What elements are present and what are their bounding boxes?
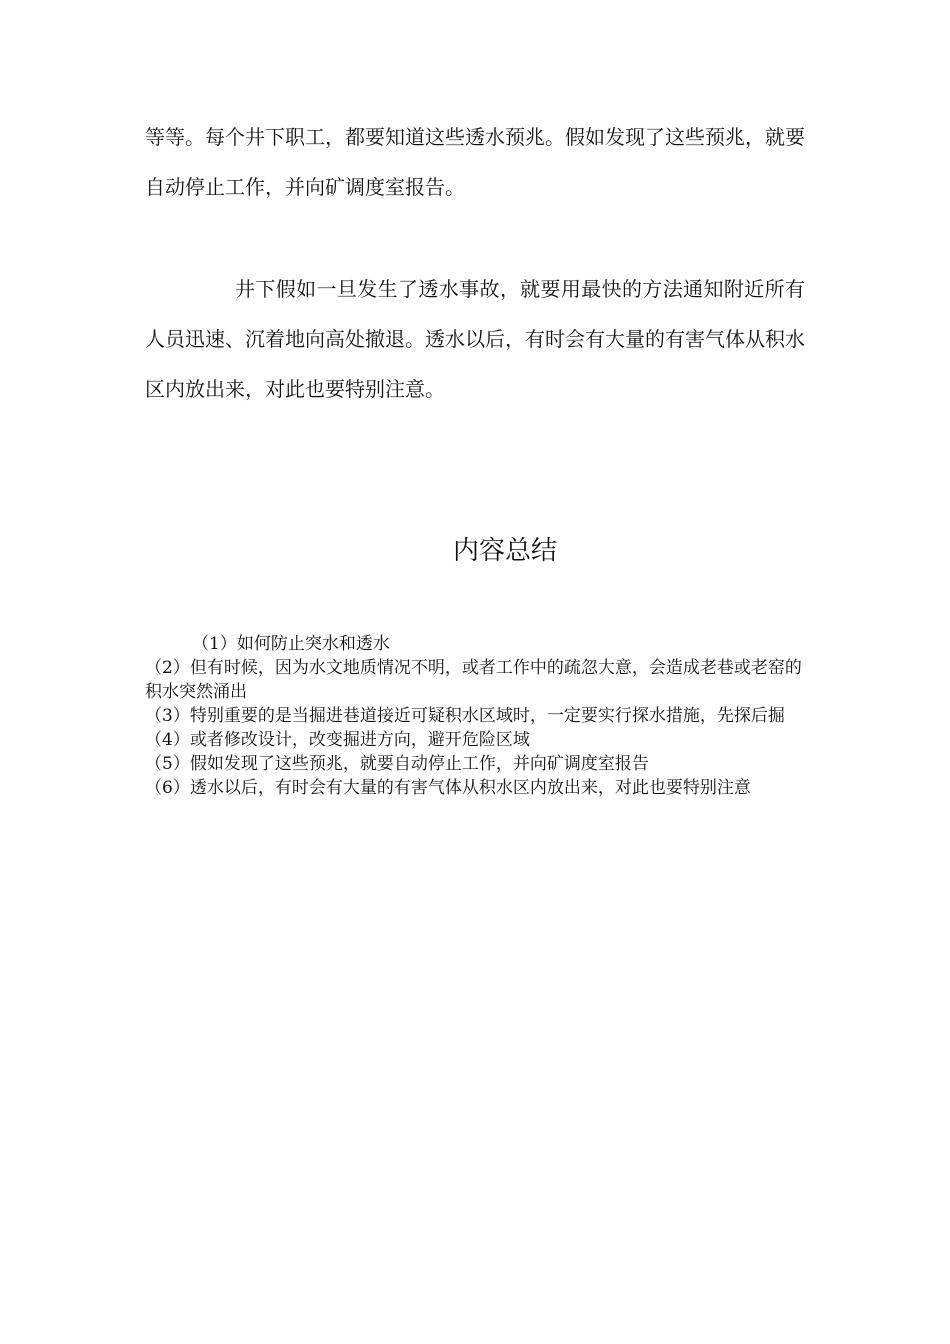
summary-list xyxy=(145,632,805,800)
summary-item-1: （1）如何防止突水和透水 xyxy=(192,634,390,654)
summary-item-3: （3）特别重要的是当掘进巷道接近可疑积水区域时，一定要实行探水措施，先探后掘 xyxy=(145,706,785,726)
summary-title: 内容总结 xyxy=(452,536,557,566)
summary-item-5: （5）假如发现了这些预兆，就要自动停止工作，并向矿调度室报告 xyxy=(145,754,649,774)
body-paragraph-2: 井下假如一旦发生了透水事故，就要用最快的方法通知附近所有人员迅速、沉着地向高处撤退。透水以后，有时会有大量的有害气体从积水区内放出来，对此也要特别注意。 xyxy=(145,277,805,401)
body-paragraph-1: 等等。每个井下职工，都要知道这些透水预兆。假如发现了这些预兆，就要自动停止工作，并向矿调度室报告。 xyxy=(145,125,805,199)
summary-item-6: （6）透水以后，有时会有大量的有害气体从积水区内放出来，对此也要特别注意 xyxy=(145,778,751,798)
summary-item-4: （4）或者修改设计，改变掘进方向，避开危险区域 xyxy=(145,730,530,750)
summary-item-2: （2）但有时候，因为水文地质情况不明，或者工作中的疏忽大意，会造成老巷或老窑的积水突然涌出 xyxy=(145,658,802,702)
